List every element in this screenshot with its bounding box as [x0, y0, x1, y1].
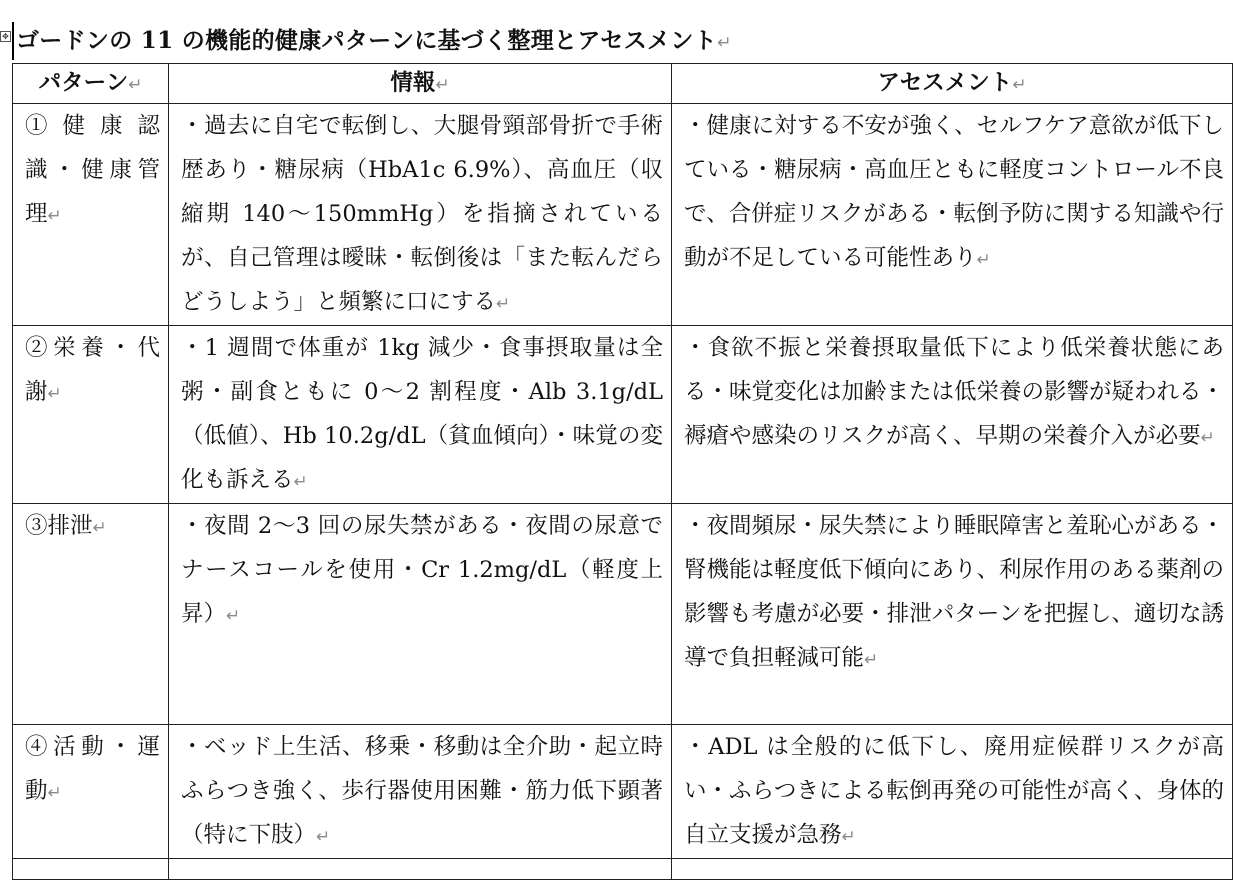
paragraph-mark-icon: ↵	[841, 826, 856, 846]
cell-info[interactable]	[169, 859, 672, 880]
cell-assessment[interactable]: ・ADL は全般的に低下し、廃用症候群リスクが高い・ふらつきによる転倒再発の可能性が高く、身体的自立支援が急務↵	[672, 725, 1233, 859]
cell-pattern[interactable]: ① 健 康 認 識・健康管 理↵	[13, 104, 169, 326]
cell-info[interactable]: ・ベッド上生活、移乗・移動は全介助・起立時ふらつき強く、歩行器使用困難・筋力低下顕著（特に下肢）↵	[169, 725, 672, 859]
cell-pattern[interactable]: ③排泄↵	[13, 504, 169, 725]
paragraph-mark-icon: ↵	[47, 205, 62, 225]
table-row	[13, 326, 1233, 504]
title-text: ゴードンの 11 の機能的健康パターンに基づく整理とアセスメント	[16, 27, 717, 54]
paragraph-mark-icon: ↵	[435, 74, 450, 94]
table-move-handle-icon[interactable]: ✥	[0, 31, 11, 42]
paragraph-mark-icon: ↵	[92, 517, 107, 537]
cell-assessment[interactable]	[672, 859, 1233, 880]
paragraph-mark-icon: ↵	[864, 649, 879, 669]
paragraph-mark-icon: ↵	[226, 605, 241, 625]
header-info[interactable]: 情報↵	[169, 64, 672, 104]
cell-pattern[interactable]: ④活動・運 動↵	[13, 725, 169, 859]
cell-info[interactable]: ・過去に自宅で転倒し、大腿骨頸部骨折で手術歴あり・糖尿病（HbA1c 6.9%）、高血圧（収縮期 140〜150mmHg）を指摘されているが、自己管理は曖昧・転倒後は「また転んだらどうしよう」と頻繁に口にする↵	[169, 104, 672, 326]
header-assessment[interactable]: アセスメント↵	[672, 64, 1233, 104]
paragraph-mark-icon: ↵	[293, 471, 308, 491]
cell-pattern[interactable]: ②栄養・代 謝↵	[13, 326, 169, 504]
cell-info[interactable]: ・夜間 2〜3 回の尿失禁がある・夜間の尿意でナースコールを使用・Cr 1.2mg/dL（軽度上昇）↵	[169, 504, 672, 725]
table-header-row	[13, 64, 1233, 104]
paragraph-mark-icon: ↵	[1012, 74, 1027, 94]
assessment-table	[12, 63, 1233, 880]
cell-assessment[interactable]: ・夜間頻尿・尿失禁により睡眠障害と羞恥心がある・腎機能は軽度低下傾向にあり、利尿作用のある薬剤の影響も考慮が必要・排泄パターンを把握し、適切な誘導で負担軽減可能↵	[672, 504, 1233, 725]
table-row	[13, 725, 1233, 859]
paragraph-mark-icon: ↵	[47, 782, 62, 802]
paragraph-mark-icon: ↵	[716, 33, 732, 53]
paragraph-mark-icon: ↵	[496, 293, 511, 313]
document-title[interactable]	[16, 24, 732, 58]
paragraph-mark-icon: ↵	[1200, 427, 1215, 447]
table-row	[13, 104, 1233, 326]
cell-pattern[interactable]	[13, 859, 169, 880]
paragraph-mark-icon: ↵	[976, 249, 991, 269]
cell-assessment[interactable]: ・食欲不振と栄養摂取量低下により低栄養状態にある・味覚変化は加齢または低栄養の影響が疑われる・褥瘡や感染のリスクが高く、早期の栄養介入が必要↵	[672, 326, 1233, 504]
paragraph-mark-icon: ↵	[128, 74, 143, 94]
table-row-partial	[13, 859, 1233, 880]
text-cursor	[12, 22, 14, 60]
cell-assessment[interactable]: ・健康に対する不安が強く、セルフケア意欲が低下している・糖尿病・高血圧ともに軽度コントロール不良で、合併症リスクがある・転倒予防に関する知識や行動が不足している可能性あり↵	[672, 104, 1233, 326]
paragraph-mark-icon: ↵	[47, 383, 62, 403]
cell-info[interactable]: ・1 週間で体重が 1kg 減少・食事摂取量は全粥・副食ともに 0〜2 割程度・Alb 3.1g/dL（低値）、Hb 10.2g/dL（貧血傾向）・味覚の変化も訴える↵	[169, 326, 672, 504]
table-row	[13, 504, 1233, 725]
paragraph-mark-icon: ↵	[316, 826, 331, 846]
header-pattern[interactable]: パターン↵	[13, 64, 169, 104]
